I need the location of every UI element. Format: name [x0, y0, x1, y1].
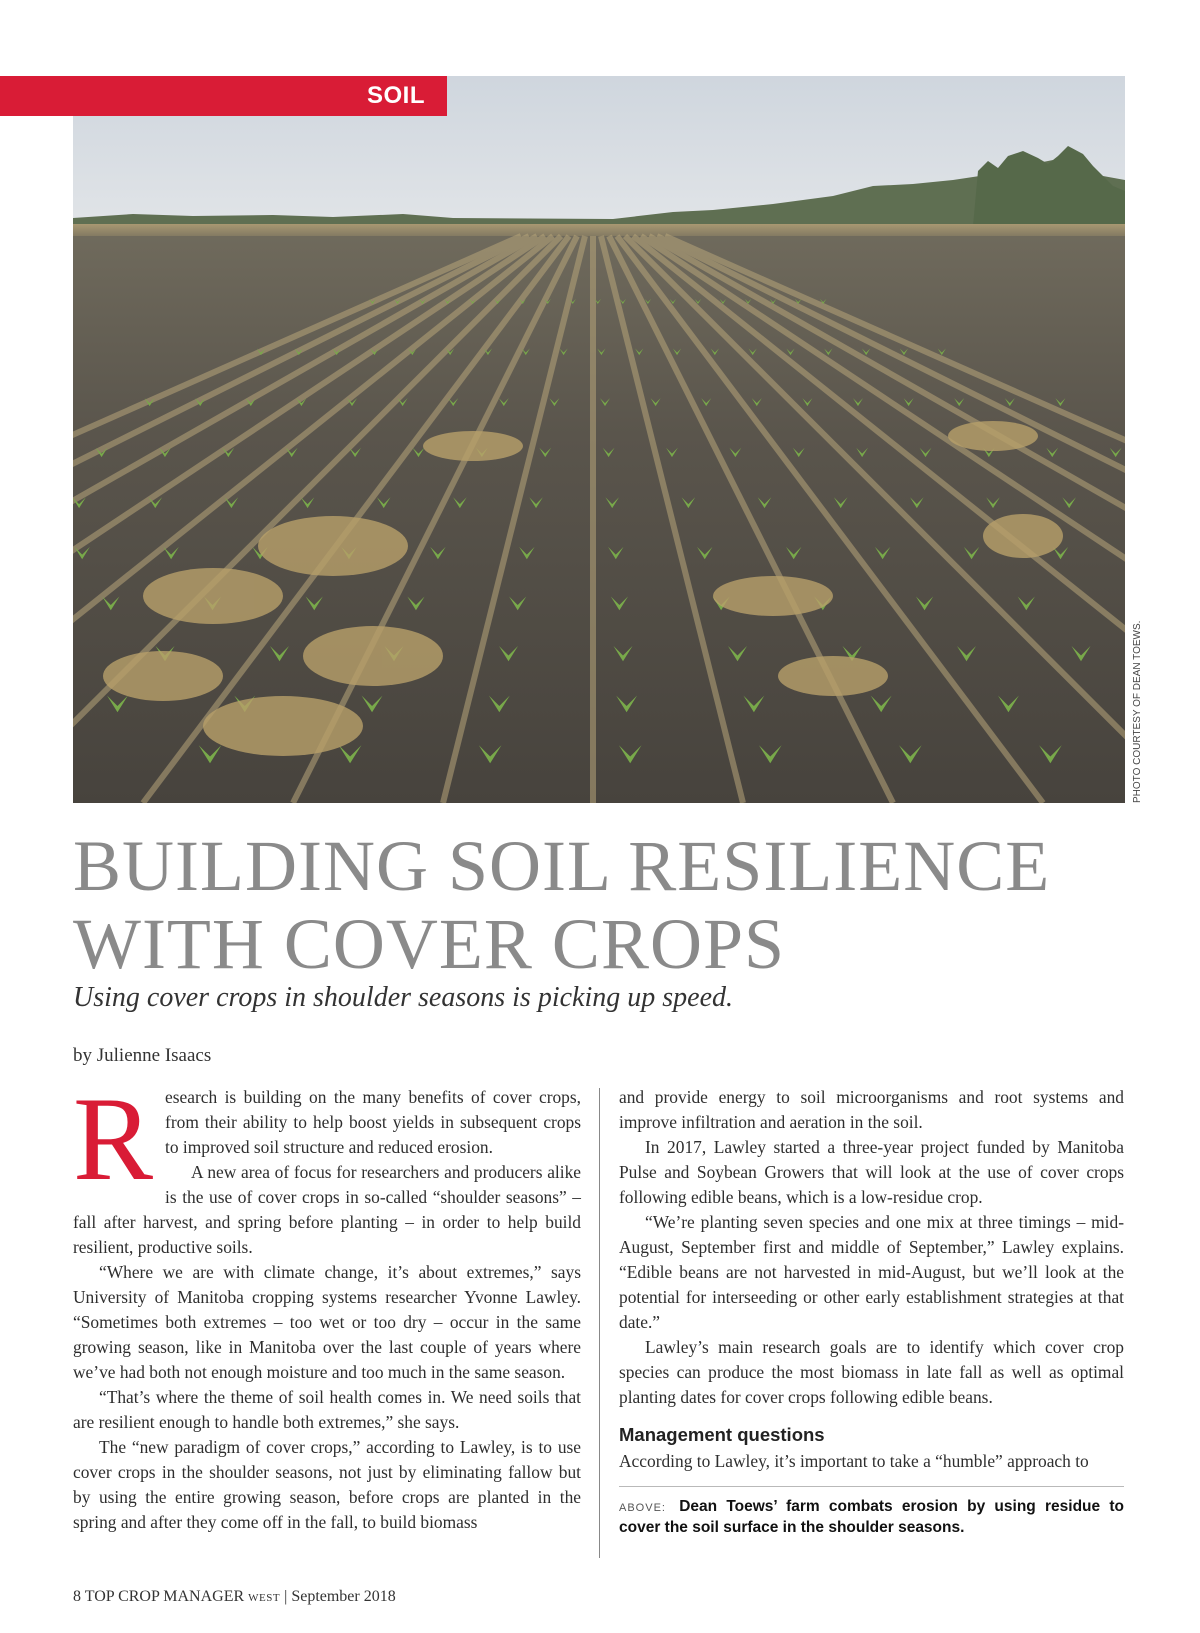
byline: by Julienne Isaacs	[73, 1045, 212, 1066]
article-column-right	[619, 1085, 1124, 1538]
photo-credit: PHOTO COURTESY OF DEAN TOEWS.	[1132, 620, 1143, 803]
paragraph: “That’s where the theme of soil health comes in. We need soils that are resilient enough to handle both extremes,” she says.	[73, 1387, 581, 1432]
paragraph: “Where we are with climate change, it’s about extremes,” says University of Manitoba cropping systems researcher Yvonne Lawley. “Sometimes both extremes – too wet or too dry – occur in the same growing season, like in Manitoba over the last couple of years where we’ve had both not enough moisture and too much in the same season.	[73, 1262, 581, 1382]
page-number: 8	[73, 1588, 81, 1605]
issue-date: September 2018	[291, 1588, 396, 1605]
paragraph: A new area of focus for researchers and producers alike is the use of cover crops in so-called “shoulder seasons” – fall after harvest, and spring before planting – in order to help build resilient, productive soils.	[73, 1162, 581, 1257]
headline	[73, 827, 1050, 983]
paragraph-lead	[73, 1072, 581, 1205]
caption-text: Dean Toews’ farm combats erosion by using residue to cover the soil surface in the shoulder seasons.	[619, 1498, 1124, 1536]
paragraph: According to Lawley, it’s important to take a “humble” approach to	[619, 1451, 1089, 1471]
article-column-left	[73, 1072, 581, 1535]
caption-divider	[619, 1486, 1124, 1487]
paragraph: and provide energy to soil microorganisms and root systems and improve infiltration and aeration in the soil.	[619, 1087, 1124, 1132]
magazine-name: TOP CROP MANAGER	[84, 1588, 245, 1605]
footer-separator: |	[284, 1588, 288, 1605]
column-divider	[599, 1088, 600, 1558]
headline-line-1: BUILDING SOIL RESILIENCE	[73, 826, 1051, 906]
paragraph: In 2017, Lawley started a three-year project funded by Manitoba Pulse and Soybean Growers that will look at the use of cover crops following edible beans, which is a low-residue crop.	[619, 1137, 1124, 1207]
magazine-edition: WEST	[248, 1592, 281, 1604]
paragraph: Lawley’s main research goals are to identify which cover crop species can produce the most biomass in late fall as well as optimal planting dates for cover crops following edible beans.	[619, 1337, 1124, 1407]
paragraph: The “new paradigm of cover crops,” according to Lawley, is to use cover crops in the shoulder seasons, not just by eliminating fallow but by using the entire growing season, before crops are planted in the spring and after they come off in the fall, to build biomass	[73, 1437, 581, 1532]
paragraph: “We’re planting seven species and one mix at three timings – mid-August, September first and middle of September,” Lawley explains. “Edible beans are not harvested in mid-August, but we’ll look at the potential for interseeding or other early establishment strategies at that date.”	[619, 1212, 1124, 1332]
subhead: Using cover crops in shoulder seasons is picking up speed.	[73, 982, 733, 1013]
section-subheading: Management questions	[619, 1424, 825, 1445]
headline-line-2: WITH COVER CROPS	[73, 904, 786, 984]
hero-photo	[73, 76, 1125, 803]
photo-caption	[619, 1497, 1124, 1538]
paragraph-lead-text: esearch is building on the many benefits of cover crops, from their ability to help boost yields in subsequent crops to improved soil structure and reduced erosion.	[165, 1087, 581, 1157]
section-label: SOIL	[366, 82, 425, 109]
caption-label: ABOVE:	[619, 1502, 666, 1514]
page-footer	[73, 1588, 396, 1606]
section-tag	[0, 76, 447, 116]
drop-cap: R	[73, 1072, 154, 1205]
